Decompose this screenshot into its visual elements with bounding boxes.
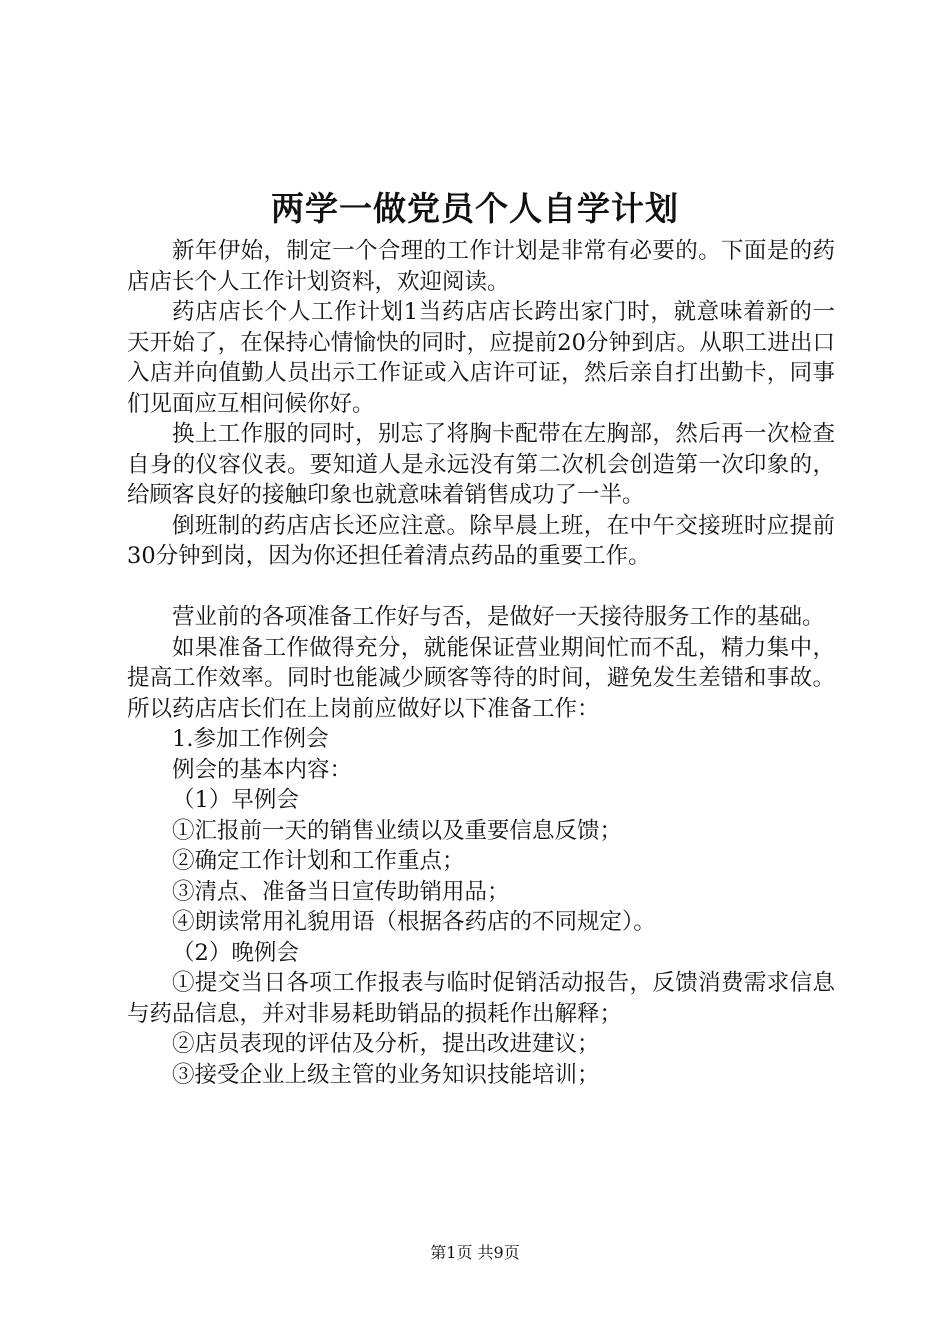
list-item: ③清点、准备当日宣传助销用品； (172, 878, 510, 905)
list-heading: 1.参加工作例会 (172, 726, 329, 752)
list-item: ③接受企业上级主管的业务知识技能培训； (172, 1061, 600, 1088)
page-footer: 第1页 共9页 (430, 1243, 520, 1262)
sub-heading: （2）晚例会 (172, 939, 299, 966)
list-item: ②确定工作计划和工作重点； (172, 848, 465, 874)
paragraph: 药店店长个人工作计划1当药店店长跨出家门时，就意味着新的一天开始了，在保持心情愉快的同时，应提前20分钟到店。从职工进出口入店并向值勤人员出示工作证或入店许可证，然后亲自打出勤卡，同事们见面应互相问候你好。 (127, 299, 835, 417)
paragraph: 换上工作服的同时，别忘了将胸卡配带在左胸部，然后再一次检查自身的仪容仪表。要知道人是永远没有第二次机会创造第一次印象的，给顾客良好的接触印象也就意味着销售成功了一半。 (127, 421, 835, 508)
document-title: 两学一做党员个人自学计划 (271, 189, 679, 228)
document-body (127, 236, 835, 1090)
list-item: ①汇报前一天的销售业绩以及重要信息反馈； (172, 817, 623, 844)
paragraph: 如果准备工作做得充分，就能保证营业期间忙而不乱，精力集中，提高工作效率。同时也能减少顾客等待的时间，避免发生差错和事故。所以药店店长们在上岗前应做好以下准备工作： (127, 634, 835, 722)
list-item: ①提交当日各项工作报表与临时促销活动报告，反馈消费需求信息与药品信息，并对非易耗助销品的损耗作出解释； (127, 970, 835, 1027)
list-item: ④朗读常用礼貌用语（根据各药店的不同规定）。 (172, 909, 656, 935)
paragraph: 倒班制的药店店长还应注意。除早晨上班，在中午交接班时应提前30分钟到岗，因为你还担任着清点药品的重要工作。 (127, 512, 835, 569)
paragraph: 例会的基本内容： (172, 756, 353, 783)
list-item: ②店员表现的评估及分析，提出改进建议； (172, 1031, 600, 1057)
paragraph-spacer (127, 572, 835, 603)
sub-heading: （1）早例会 (172, 787, 299, 813)
paragraph: 营业前的各项准备工作好与否，是做好一天接待服务工作的基础。 (172, 604, 825, 630)
paragraph: 新年伊始，制定一个合理的工作计划是非常有必要的。下面是的药店店长个人工作计划资料，欢迎阅读。 (127, 238, 835, 295)
